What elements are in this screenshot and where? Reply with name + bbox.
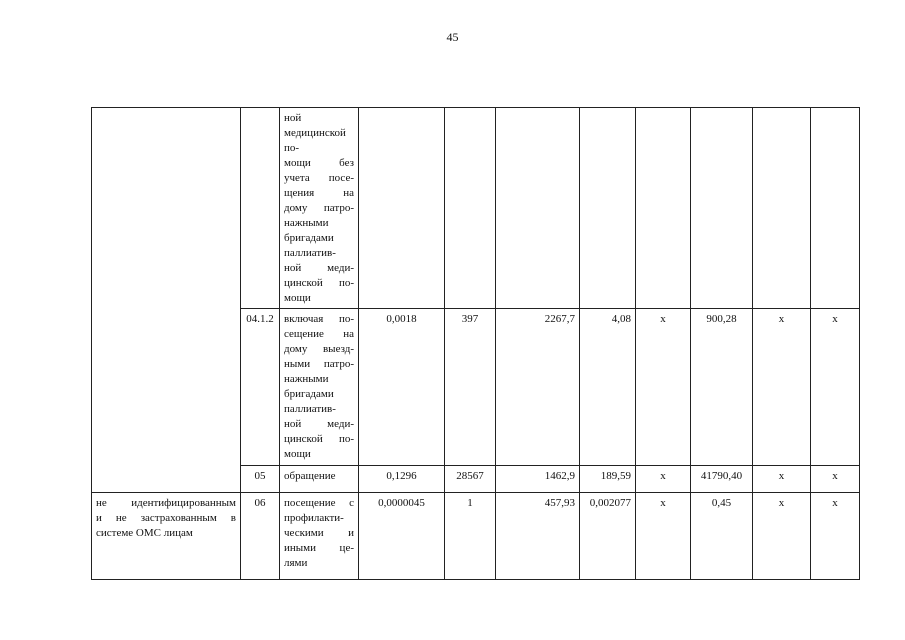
description-line: цинской по- (284, 433, 354, 445)
value-cell (580, 108, 636, 309)
value-cell (445, 108, 496, 309)
value-cell: 397 (445, 309, 496, 466)
value-cell: х (811, 309, 860, 466)
description-line: мощи (284, 292, 311, 304)
description-cell (280, 108, 359, 309)
description-line: паллиатив- (284, 403, 336, 415)
description-line: иными це- (284, 542, 354, 554)
value-cell (691, 108, 753, 309)
value-cell: 0,0000045 (359, 493, 445, 580)
description-line: ной меди- (284, 418, 354, 430)
description-line: мощи (284, 448, 311, 460)
description-line: цинской по- (284, 277, 354, 289)
value-cell: х (753, 309, 811, 466)
row-group-name-cell (92, 108, 241, 493)
value-cell: 189,59 (580, 466, 636, 493)
name-line: и не застрахованным в (96, 512, 236, 524)
value-cell: 0,002077 (580, 493, 636, 580)
value-cell: х (753, 493, 811, 580)
name-line: не идентифицированным (96, 497, 236, 509)
code-cell: 05 (241, 466, 280, 493)
value-cell (496, 108, 580, 309)
page-number: 45 (446, 30, 459, 44)
description-line: ной меди- (284, 262, 354, 274)
description-line: профилакти- (284, 512, 344, 524)
value-cell (359, 108, 445, 309)
description-line: дому патро- (284, 202, 354, 214)
value-cell: 0,45 (691, 493, 753, 580)
description-cell (280, 493, 359, 580)
value-cell: х (636, 493, 691, 580)
description-line: ными патро- (284, 358, 354, 370)
value-cell: х (811, 466, 860, 493)
code-cell: 06 (241, 493, 280, 580)
value-cell: 4,08 (580, 309, 636, 466)
description-line: ческими и (284, 527, 354, 539)
value-cell (636, 108, 691, 309)
row-group-name-cell (92, 493, 241, 580)
value-cell: 457,93 (496, 493, 580, 580)
value-cell: х (811, 493, 860, 580)
description-line: лями (284, 557, 308, 569)
value-cell: 900,28 (691, 309, 753, 466)
value-cell: 0,0018 (359, 309, 445, 466)
table-row (92, 108, 860, 309)
description-line: нажными (284, 373, 329, 385)
value-cell: х (753, 466, 811, 493)
value-cell: 41790,40 (691, 466, 753, 493)
description-line: обращение (284, 470, 336, 482)
description-line: сещение на (284, 328, 354, 340)
value-cell: 0,1296 (359, 466, 445, 493)
description-line: ной медицинской по- (284, 112, 346, 154)
value-cell (753, 108, 811, 309)
description-line: нажными (284, 217, 329, 229)
description-line: паллиатив- (284, 247, 336, 259)
name-line: системе ОМС лицам (96, 527, 193, 539)
value-cell: 28567 (445, 466, 496, 493)
tariff-table (91, 107, 860, 580)
value-cell: х (636, 466, 691, 493)
value-cell: 1 (445, 493, 496, 580)
description-line: учета посе- (284, 172, 354, 184)
description-cell (280, 466, 359, 493)
value-cell: х (636, 309, 691, 466)
description-line: мощи без (284, 157, 354, 169)
description-line: включая по- (284, 313, 354, 325)
description-cell (280, 309, 359, 466)
table-row (92, 493, 860, 580)
description-line: дому выезд- (284, 343, 354, 355)
code-cell: 04.1.2 (241, 309, 280, 466)
value-cell: 2267,7 (496, 309, 580, 466)
description-line: бригадами (284, 388, 334, 400)
code-cell (241, 108, 280, 309)
value-cell (811, 108, 860, 309)
description-line: бригадами (284, 232, 334, 244)
description-line: щения на (284, 187, 354, 199)
value-cell: 1462,9 (496, 466, 580, 493)
description-line: посещение с (284, 497, 354, 509)
